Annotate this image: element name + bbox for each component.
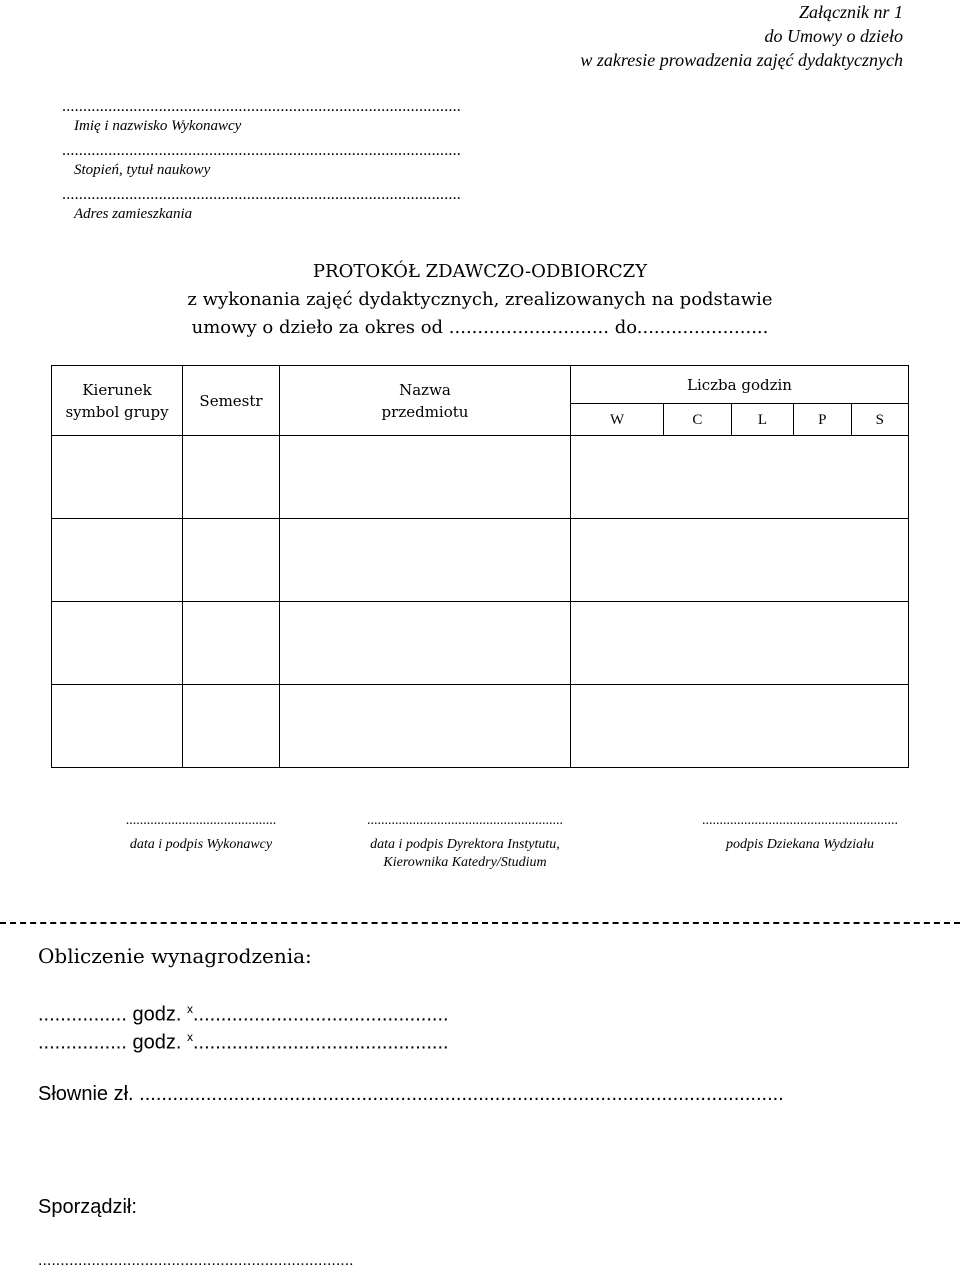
cell-hours[interactable] [571,436,909,519]
header-direction-label: Kierunek symbol grupy [65,380,169,421]
cell-semester[interactable] [183,436,280,519]
cell-subject[interactable] [280,685,571,768]
header-hours-label: Liczba godzin [687,375,792,394]
header-subject [280,366,571,436]
cell-direction[interactable] [52,685,183,768]
amount-in-words [38,1083,784,1106]
cell-hours[interactable] [571,519,909,602]
dean-signature [670,812,930,854]
director-signature-field[interactable]: ........................................................ [367,813,563,828]
calculation-line [38,1030,449,1055]
name-label: Imię i nazwisko Wykonawcy [74,118,242,134]
contractor-block [62,98,461,224]
prepared-by-label: Sporządził: [38,1196,137,1218]
header-hours-s: S [851,404,908,436]
hours-unit: godz. [132,1003,182,1026]
rate-field[interactable]: .............................................. [192,1031,449,1054]
director-signature [345,812,585,872]
address-label: Adres zamieszkania [74,206,193,222]
degree-label: Stopień, tytuł naukowy [74,162,211,178]
address-field[interactable]: ............................................................................................... [62,186,461,203]
header-hours [571,366,909,404]
director-signature-label-1: data i podpis Dyrektora Instytutu, [370,837,560,852]
hours-count-field[interactable]: ................ [38,1031,127,1054]
title-main: PROTOKÓŁ ZDAWCZO-ODBIORCZY [312,261,648,282]
director-signature-label-2: Kierownika Katedry/Studium [383,855,547,870]
title-period: umowy o dzieło za okres od ............................ do....................... [191,317,769,338]
hours-count-field[interactable]: ................ [38,1003,127,1026]
name-field[interactable]: ............................................................................................... [62,98,461,115]
annex-scope: w zakresie prowadzenia zajęć dydaktycznych [580,50,903,70]
amount-in-words-label: Słownie zł. [38,1083,134,1105]
hours-unit: godz. [132,1031,182,1054]
annex-number: Załącznik nr 1 [798,2,903,22]
cell-semester[interactable] [183,519,280,602]
header-hours-c: C [664,404,732,436]
header-semester-label: Semestr [199,391,263,410]
header-semester [183,366,280,436]
header-subject-label: Nazwa przedmiotu [381,380,469,421]
table-row [52,519,909,602]
table-row [52,602,909,685]
contractor-signature-field[interactable]: ........................................... [125,813,277,828]
cell-direction[interactable] [52,519,183,602]
amount-in-words-field[interactable]: .................................................................................................................... [139,1083,784,1105]
cell-subject[interactable] [280,519,571,602]
header-hours-w: W [571,404,664,436]
prepared-by-field[interactable]: ....................................................................... [38,1252,354,1269]
multiply-sign: x [186,1030,193,1044]
cell-subject[interactable] [280,602,571,685]
cell-hours[interactable] [571,602,909,685]
cell-hours[interactable] [571,685,909,768]
header-direction [52,366,183,436]
cell-direction[interactable] [52,436,183,519]
annex-contract: do Umowy o dzieło [764,26,903,46]
header-hours-p: P [794,404,851,436]
dean-signature-field[interactable]: ........................................................ [702,813,898,828]
annex-header [580,0,903,72]
document-title [0,258,960,342]
calculation-line [38,1002,449,1027]
header-hours-l: L [731,404,793,436]
rate-field[interactable]: .............................................. [192,1003,449,1026]
cell-direction[interactable] [52,602,183,685]
degree-field[interactable]: ............................................................................................... [62,142,461,159]
contractor-signature [86,812,316,854]
contractor-signature-label: data i podpis Wykonawcy [129,837,273,852]
dashed-divider [0,922,960,924]
cell-subject[interactable] [280,436,571,519]
dean-signature-label: podpis Dziekana Wydziału [725,837,875,852]
calculation-title: Obliczenie wynagrodzenia: [38,944,312,968]
title-subtitle: z wykonania zajęć dydaktycznych, zrealizowanych na podstawie [187,289,773,310]
table-row [52,436,909,519]
table-row [52,685,909,768]
multiply-sign: x [186,1002,193,1016]
cell-semester[interactable] [183,602,280,685]
hours-table [51,365,909,768]
cell-semester[interactable] [183,685,280,768]
